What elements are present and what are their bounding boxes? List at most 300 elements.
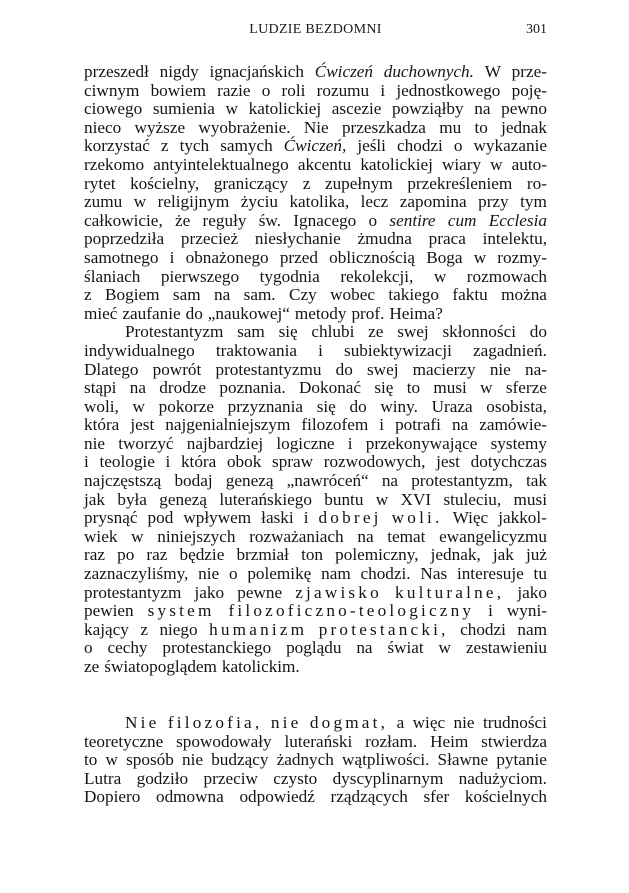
- word: i: [318, 340, 323, 360]
- word: to: [474, 117, 488, 137]
- word: i: [169, 247, 175, 267]
- word: niego: [159, 619, 198, 639]
- word: poprzedziła: [84, 229, 165, 249]
- spaced-emphasis-word: dogmat,: [309, 713, 389, 732]
- word: protestantyzm: [84, 582, 182, 602]
- word: Dopiero: [84, 787, 141, 807]
- word: budzący: [211, 750, 269, 770]
- word: jest: [130, 415, 155, 435]
- spaced-emphasis-word: humanizm: [209, 619, 308, 639]
- body-text-main: [84, 63, 547, 677]
- word: sferze: [505, 378, 547, 398]
- text-line: [84, 100, 547, 119]
- word: była: [117, 489, 147, 509]
- italic-word: duchownych.: [383, 62, 474, 81]
- word: ascezie: [331, 99, 382, 119]
- word: rozłam.: [365, 731, 418, 751]
- word: do: [185, 303, 203, 323]
- word: zestawieniu: [465, 638, 547, 658]
- word: nam: [517, 619, 547, 639]
- italic-word: Ćwiczeń: [314, 62, 373, 81]
- word: nie: [182, 750, 204, 770]
- word: logiczne: [276, 433, 335, 453]
- word: raz: [84, 545, 105, 565]
- word: pierwszego: [160, 266, 240, 286]
- text-line: [84, 602, 547, 621]
- text-line: [84, 193, 547, 212]
- word: chodzi.: [360, 564, 411, 584]
- word: ignacjańskich: [209, 62, 305, 81]
- word: winy.: [380, 396, 418, 416]
- word: rozmowach: [466, 266, 547, 286]
- word: protestantyzmu: [215, 359, 322, 379]
- word: Heim: [430, 731, 469, 751]
- word: pewne: [237, 582, 283, 602]
- text-line: [84, 472, 547, 491]
- text-line: [84, 119, 547, 138]
- word: jest: [436, 452, 460, 472]
- word: wpływem: [183, 508, 252, 528]
- word: o: [261, 80, 271, 100]
- word: katolickiej: [360, 154, 433, 174]
- word: dotychczas: [470, 452, 547, 472]
- word: w: [132, 396, 145, 416]
- word: i: [303, 508, 309, 528]
- word: metody: [294, 303, 347, 323]
- word: jak: [492, 545, 514, 565]
- word: jakkol-: [498, 508, 547, 528]
- word: do: [349, 396, 367, 416]
- text-line: [84, 416, 547, 435]
- word: przecież: [180, 229, 239, 249]
- word: protestantyzm,: [411, 471, 513, 491]
- word: wyni-: [506, 601, 547, 621]
- word: samych: [220, 136, 273, 156]
- word: na: [381, 471, 399, 491]
- spaced-emphasis-word: woli.: [391, 508, 443, 528]
- word: polemiczny,: [335, 545, 419, 565]
- word: Sławne: [437, 750, 489, 770]
- word: XVI: [400, 489, 432, 509]
- word: o: [84, 638, 93, 658]
- word: najbardziej: [186, 433, 264, 453]
- word: o: [453, 136, 463, 156]
- word: pokorze: [158, 396, 214, 416]
- word: sposób: [126, 750, 174, 770]
- word: zamówie-: [479, 415, 547, 435]
- word: z: [84, 285, 92, 305]
- italic-word: Ecclesia: [488, 210, 547, 230]
- word: rozumu: [316, 80, 370, 100]
- word: można: [501, 285, 547, 305]
- word: przeszedł: [84, 62, 149, 81]
- word: luterański: [284, 731, 353, 751]
- word: wątpliwości.: [342, 750, 430, 770]
- spaced-emphasis-word: protestancki,: [318, 619, 449, 639]
- word: zaufanie: [122, 303, 181, 323]
- word: takiego: [388, 285, 439, 305]
- word: na: [357, 526, 374, 546]
- word: z: [140, 619, 148, 639]
- word: raz: [146, 545, 168, 565]
- italic-word: sentire: [389, 210, 436, 230]
- word: ciwnym: [84, 80, 140, 100]
- text-line: [84, 528, 547, 547]
- word: przyznania: [227, 396, 304, 416]
- word: spowodowały: [176, 731, 272, 751]
- word: przed: [279, 247, 318, 267]
- word: łaski: [261, 508, 294, 528]
- word: jak: [84, 489, 105, 509]
- word: ciowego: [84, 99, 143, 119]
- word: nieco: [84, 117, 122, 137]
- italic-word: Ćwiczeń,: [283, 136, 347, 156]
- spaced-emphasis-word: Nie: [125, 713, 160, 732]
- word: przekonywające: [365, 433, 478, 453]
- word: tu: [533, 564, 547, 584]
- word: prof.: [351, 303, 385, 323]
- text-line: [84, 398, 547, 417]
- word: na-: [524, 359, 547, 379]
- word: wyobrażenie.: [198, 117, 291, 137]
- word: św.: [258, 210, 282, 230]
- word: ewangelicyzmu: [439, 526, 547, 546]
- word: i: [488, 601, 493, 621]
- word: Nas: [420, 564, 448, 584]
- word: do: [529, 322, 547, 342]
- word: sam: [172, 285, 201, 305]
- italic-word: cum: [447, 210, 477, 230]
- word: katolickim.: [221, 657, 300, 676]
- word: powrót: [152, 359, 202, 379]
- word: przeciw: [203, 768, 258, 788]
- word: korzystać: [84, 136, 150, 156]
- word: potrafi: [395, 415, 441, 435]
- word: najczęstszą: [84, 471, 162, 491]
- word: i: [347, 433, 353, 453]
- word: lecz: [360, 192, 389, 212]
- word: niniejszych: [157, 526, 236, 546]
- word: w: [225, 99, 238, 119]
- word: to: [406, 378, 421, 398]
- word: nam: [321, 564, 351, 584]
- text-line: [84, 565, 547, 584]
- word: na: [451, 415, 469, 435]
- word: świat: [387, 638, 424, 658]
- word: w: [133, 192, 147, 212]
- word: nie: [453, 713, 475, 732]
- word: rządzących: [330, 787, 408, 807]
- word: rozwodowych,: [323, 452, 426, 472]
- word: się: [278, 322, 298, 342]
- word: indywidualnego: [84, 340, 195, 360]
- word: godziło: [136, 768, 189, 788]
- word: tygodnia: [259, 266, 320, 286]
- word: buntu: [324, 489, 364, 509]
- text-line: [84, 584, 547, 603]
- text-line: [84, 621, 547, 640]
- word: pytanie: [496, 750, 547, 770]
- spaced-emphasis-word: filozoficzno-teologiczny: [228, 601, 475, 621]
- word: polemikę: [247, 564, 312, 584]
- spaced-emphasis-word: dobrej: [318, 508, 382, 528]
- word: sam.: [243, 285, 276, 305]
- word: cechy: [107, 638, 148, 658]
- word: nigdy: [159, 62, 199, 81]
- word: będzie: [179, 545, 225, 565]
- word: jako: [517, 582, 547, 602]
- word: wiek: [84, 526, 118, 546]
- word: mieć: [84, 303, 118, 323]
- word: tych: [179, 136, 210, 156]
- running-title: LUDZIE BEZDOMNI: [249, 22, 382, 37]
- word: musi: [513, 489, 547, 509]
- text-line: [84, 156, 547, 175]
- word: w: [105, 750, 118, 770]
- word: chlubi: [311, 322, 355, 342]
- word: „naukowej“: [207, 303, 290, 323]
- word: ro-: [526, 173, 547, 193]
- word: sumienia: [152, 99, 215, 119]
- word: Czy: [289, 285, 317, 305]
- word: mu: [439, 117, 462, 137]
- word: o: [228, 564, 238, 584]
- word: Ignacego: [293, 210, 357, 230]
- running-head: [84, 22, 547, 42]
- word: więc: [412, 713, 446, 732]
- word: roli: [281, 80, 306, 100]
- word: nie: [198, 564, 220, 584]
- word: woli,: [84, 396, 119, 416]
- spaced-emphasis-word: system: [147, 601, 215, 621]
- word: w: [131, 526, 144, 546]
- word: rozmy-: [497, 247, 547, 267]
- word: zaznaczyliśmy,: [84, 564, 189, 584]
- word: i: [84, 452, 89, 472]
- word: Dlatego: [84, 359, 139, 379]
- word: wiary: [441, 154, 482, 174]
- word: samotnego: [84, 247, 159, 267]
- word: to: [84, 750, 98, 770]
- word: obok: [226, 452, 262, 472]
- paragraph: [84, 323, 547, 676]
- word: nadużyciom.: [458, 768, 547, 788]
- word: życiu: [240, 192, 278, 212]
- word: jednak,: [430, 545, 481, 565]
- word: już: [525, 545, 547, 565]
- word: teoretyczne: [84, 731, 164, 751]
- word: jako: [194, 582, 225, 602]
- word: skłonności: [442, 322, 516, 342]
- word: W: [484, 62, 501, 81]
- word: spraw: [272, 452, 314, 472]
- spaced-emphasis-word: zjawisko: [295, 582, 382, 602]
- word: żmudna: [357, 229, 412, 249]
- word: drodze: [159, 378, 207, 398]
- word: światopoglądem: [104, 657, 217, 676]
- word: traktowania: [215, 340, 297, 360]
- text-line: [84, 230, 547, 249]
- word: Protestantyzm: [125, 322, 224, 342]
- word: tym: [520, 192, 547, 212]
- word: macierzy: [412, 359, 476, 379]
- word: się: [316, 396, 336, 416]
- word: graniczący: [213, 173, 289, 193]
- word: trudności: [482, 713, 547, 732]
- word: kościelnych: [464, 787, 547, 807]
- word: luterańskiego: [219, 489, 312, 509]
- text-line: [84, 249, 547, 268]
- word: po: [117, 545, 135, 565]
- word: że: [175, 210, 191, 230]
- word: i: [379, 415, 385, 435]
- word: brzmiał: [236, 545, 289, 565]
- word: o: [368, 210, 378, 230]
- word: temat: [387, 526, 426, 546]
- word: protestanckiego: [162, 638, 272, 658]
- word: nie: [84, 433, 105, 453]
- word: jeśli: [357, 136, 386, 156]
- word: nie: [489, 359, 511, 379]
- text-line: [84, 435, 547, 454]
- word: jednostkowego: [396, 80, 501, 100]
- word: genezą: [225, 471, 274, 491]
- word: zapomina: [399, 192, 467, 212]
- word: praca: [428, 229, 466, 249]
- word: rozważaniach: [249, 526, 344, 546]
- text-line: [84, 639, 547, 658]
- word: powziąłby: [392, 99, 464, 119]
- word: poglądu: [286, 638, 342, 658]
- word: musi: [433, 378, 467, 398]
- text-line: [84, 342, 547, 361]
- word: swej: [397, 322, 429, 342]
- word: auto-: [511, 154, 547, 174]
- spaced-emphasis-word: kulturalne,: [395, 582, 505, 602]
- word: Heima?: [389, 303, 443, 323]
- word: na: [129, 378, 146, 398]
- word: kościelny,: [130, 173, 200, 193]
- word: żadnych: [276, 750, 334, 770]
- word: przekreśleniem: [407, 173, 513, 193]
- word: się: [374, 378, 394, 398]
- word: swej: [366, 359, 399, 379]
- text-line: [84, 361, 547, 380]
- word: reguły: [202, 210, 247, 230]
- word: i: [380, 80, 386, 100]
- text-line: [84, 379, 547, 398]
- word: prysnąć: [84, 508, 138, 528]
- text-line: [84, 788, 547, 807]
- word: odmowna: [155, 787, 224, 807]
- word: sfer: [423, 787, 450, 807]
- paragraph: [84, 714, 547, 807]
- word: w: [438, 638, 451, 658]
- word: filozofem: [301, 415, 369, 435]
- text-line: [84, 323, 547, 342]
- text-line: [84, 305, 547, 324]
- word: oblicznością: [329, 247, 416, 267]
- text-line: [84, 714, 547, 733]
- word: rytet: [84, 173, 116, 193]
- word: ze: [84, 657, 100, 676]
- text-line: [84, 63, 547, 82]
- word: prze-: [511, 62, 547, 81]
- word: całkowicie,: [84, 210, 163, 230]
- word: antyintelektualnego: [153, 154, 289, 174]
- word: Więc: [452, 508, 489, 528]
- word: akcentu: [297, 154, 352, 174]
- text-line: [84, 82, 547, 101]
- word: razie: [217, 80, 251, 100]
- word: osobista,: [486, 396, 547, 416]
- text-line: [84, 268, 547, 287]
- paragraph: [84, 63, 547, 323]
- word: genezą: [159, 489, 207, 509]
- word: Dokonać: [299, 378, 362, 398]
- text-line: [84, 509, 547, 528]
- word: subiektywizacji: [344, 340, 452, 360]
- word: Nie: [303, 117, 329, 137]
- word: Uraza: [431, 396, 473, 416]
- word: Boga: [426, 247, 463, 267]
- body-text-continued: [84, 714, 547, 807]
- text-line: [84, 658, 547, 677]
- word: a: [396, 713, 405, 732]
- word: stuleciu,: [443, 489, 502, 509]
- word: wobec: [330, 285, 375, 305]
- word: do: [335, 359, 353, 379]
- word: religijnym: [157, 192, 230, 212]
- word: ton: [301, 545, 324, 565]
- word: jednak: [501, 117, 547, 137]
- word: która: [84, 415, 120, 435]
- word: która: [180, 452, 217, 472]
- word: rekolekcji,: [340, 266, 414, 286]
- word: interesuje: [456, 564, 524, 584]
- word: na: [213, 285, 231, 305]
- text-line: [84, 491, 547, 510]
- word: w: [433, 266, 447, 286]
- word: na: [474, 99, 491, 119]
- text-line: [84, 751, 547, 770]
- word: poję-: [511, 80, 547, 100]
- text-line: [84, 137, 547, 156]
- word: teologie: [99, 452, 155, 472]
- text-line: [84, 175, 547, 194]
- word: czysto: [273, 768, 318, 788]
- word: odpowiedź: [239, 787, 315, 807]
- text-line: [84, 546, 547, 565]
- word: przy: [478, 192, 509, 212]
- word: pod: [147, 508, 174, 528]
- word: rzekomo: [84, 154, 145, 174]
- word: na: [356, 638, 373, 658]
- word: zumu: [84, 192, 123, 212]
- word: tworzyć: [118, 433, 174, 453]
- word: chodzi: [460, 619, 506, 639]
- word: wykazanie: [473, 136, 547, 156]
- spaced-emphasis-word: nie: [270, 713, 302, 732]
- word: w: [375, 489, 389, 509]
- word: w: [473, 247, 487, 267]
- word: poznania.: [219, 378, 286, 398]
- word: bodaj: [174, 471, 213, 491]
- word: systemy: [490, 433, 547, 453]
- word: w: [480, 378, 493, 398]
- text-line: [84, 453, 547, 472]
- word: pewien: [84, 601, 134, 621]
